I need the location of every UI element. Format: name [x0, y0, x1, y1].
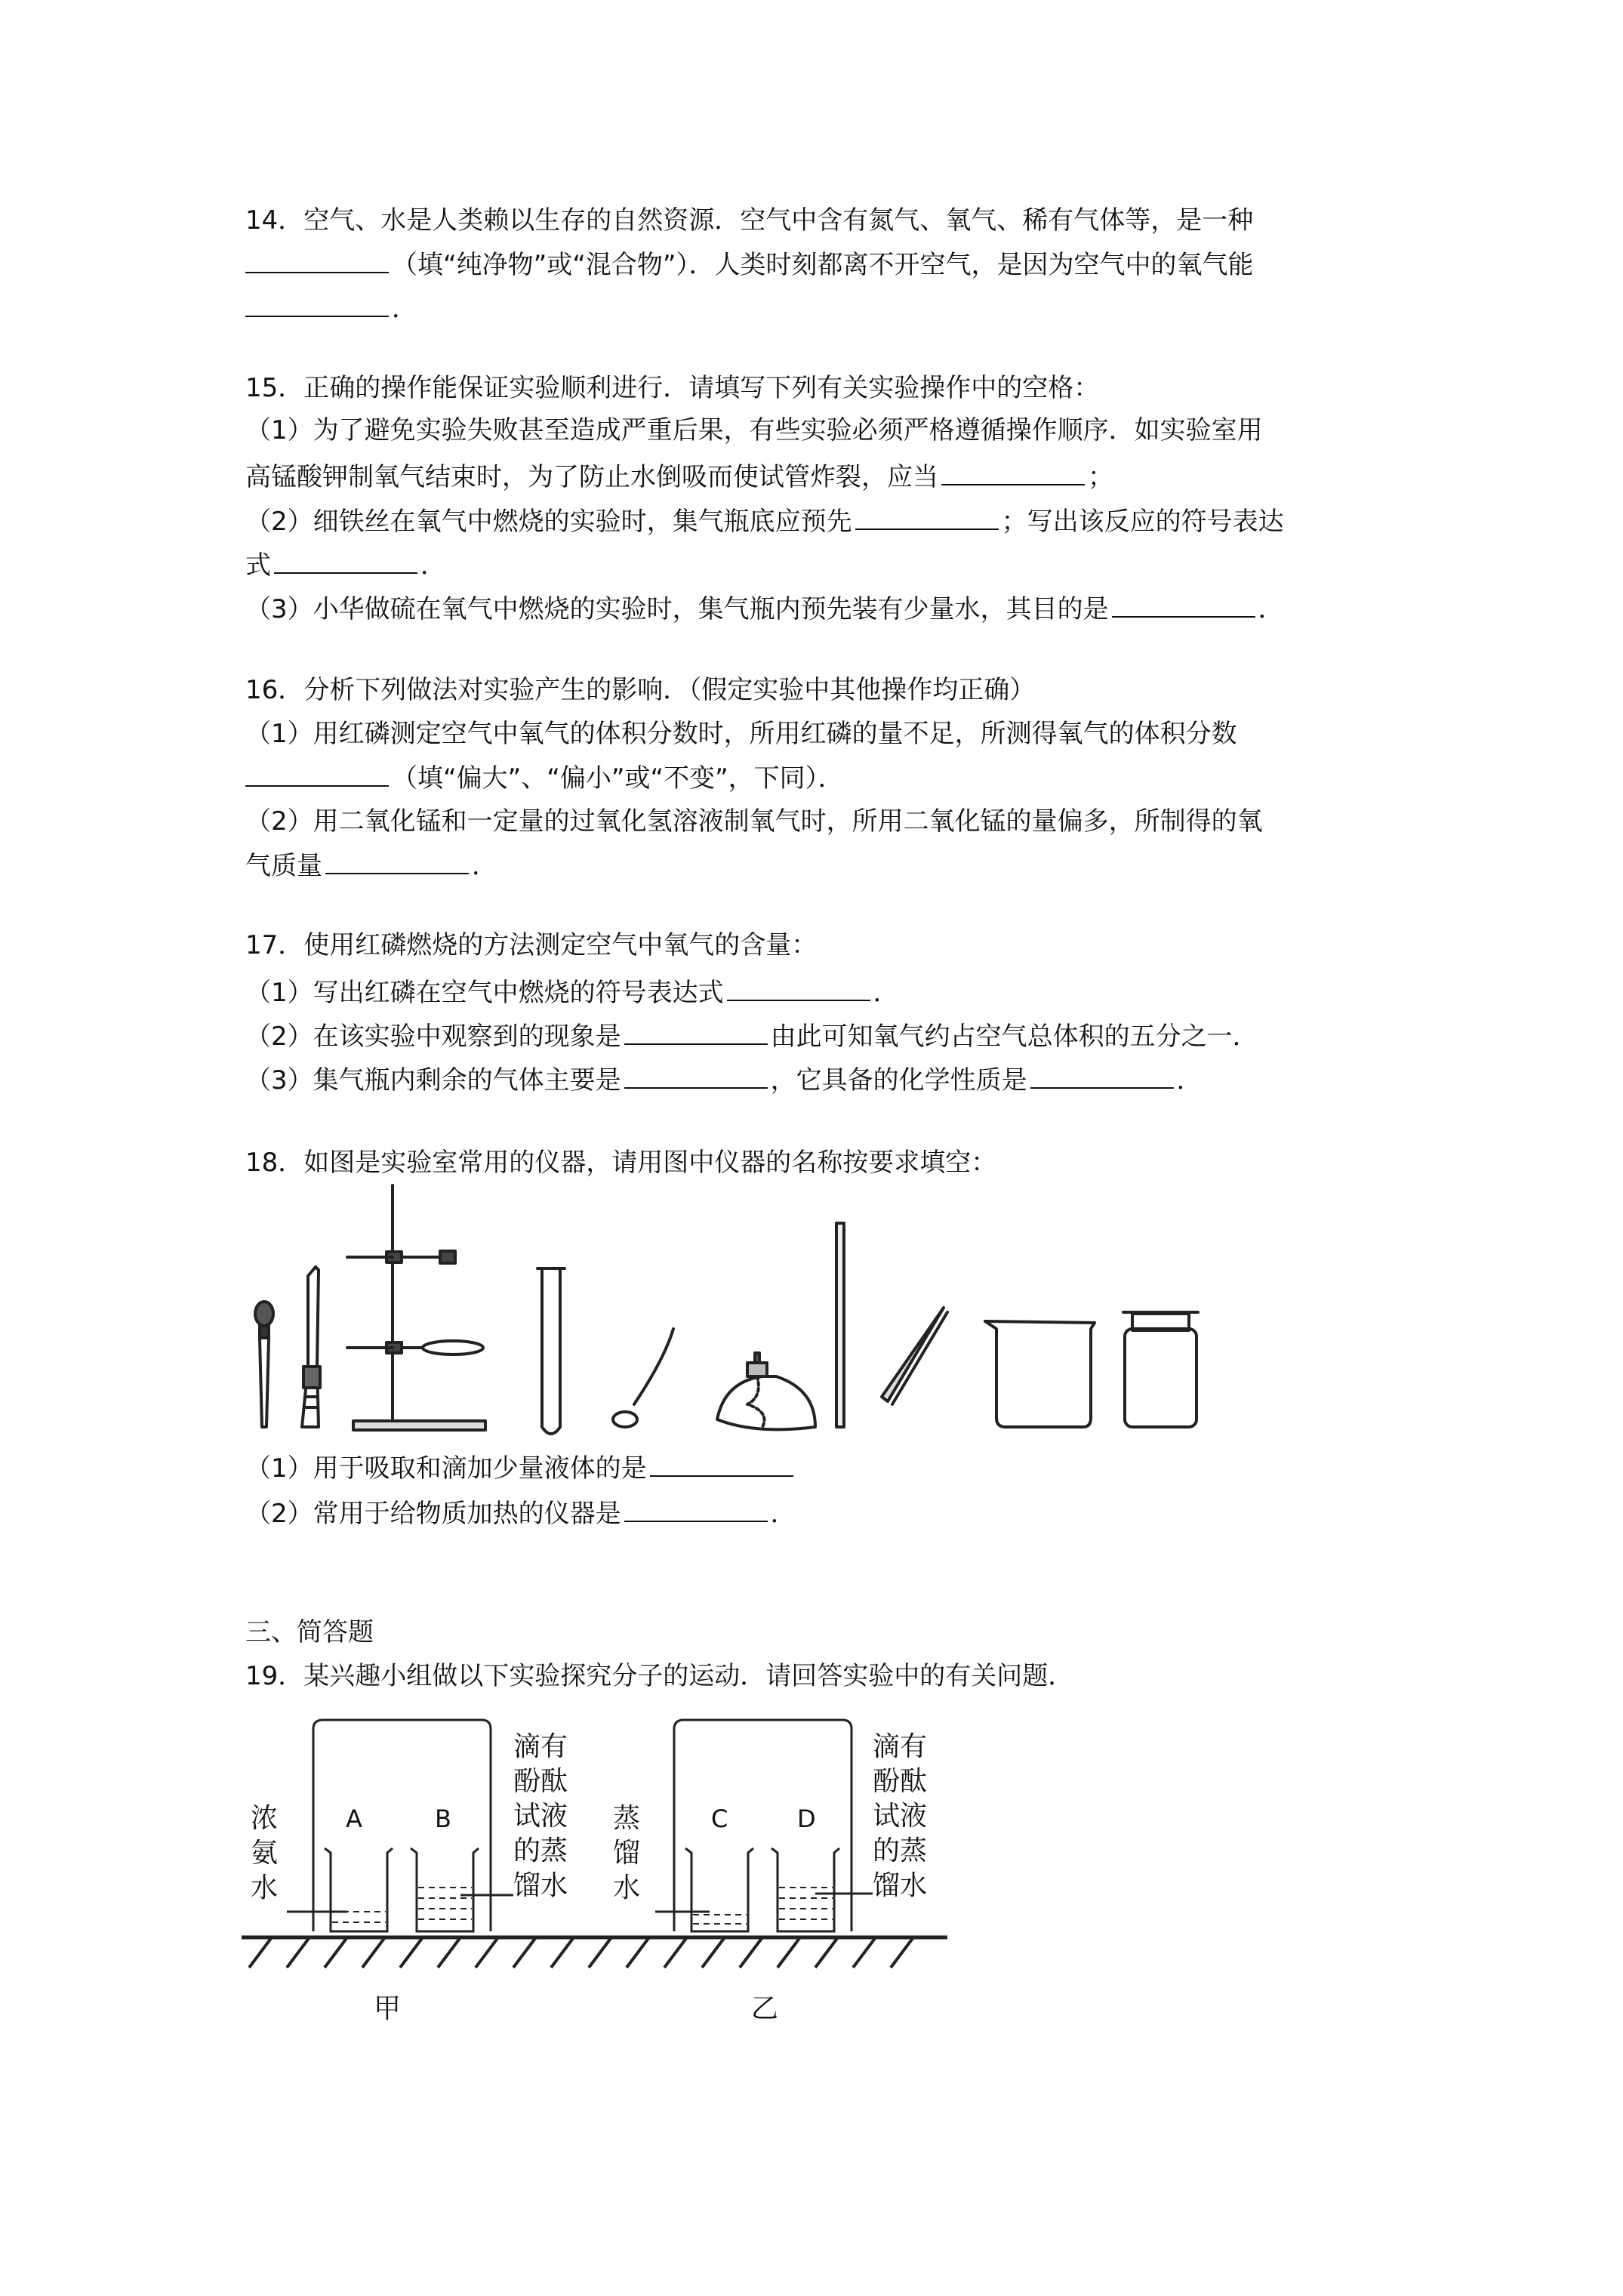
answer-blank[interactable] — [727, 969, 870, 1001]
q19-line-1: 19．某兴趣小组做以下实验探究分子的运动．请回答实验中的有关问题． — [245, 1661, 1074, 1691]
q14-line-3: ． — [245, 285, 417, 331]
right-liquid-text: 试液 — [873, 1801, 928, 1832]
answer-blank[interactable] — [245, 755, 389, 787]
q17-line-4: （3）集气瓶内剩余的气体主要是 ，它具备的化学性质是 ． — [245, 1057, 1203, 1103]
q17-line-2: （1）写出红磷在空气中燃烧的符号表达式 ． — [245, 969, 899, 1015]
test-tube-clamp-icon — [302, 1267, 320, 1427]
right-liquid-text: 酚酞 — [513, 1766, 568, 1797]
beaker-label: B — [435, 1804, 451, 1833]
q16-line-1: 16．分析下列做法对实验产生的影响．（假定实验中其他操作均正确） — [245, 675, 1036, 705]
answer-blank[interactable] — [274, 542, 417, 574]
q17-line-1: 17．使用红磷燃烧的方法测定空气中氧气的含量： — [245, 930, 818, 960]
q18-line-1: 18．如图是实验室常用的仪器，请用图中仪器的名称按要求填空： — [245, 1148, 997, 1178]
bell-jar — [674, 1720, 852, 1931]
caption-yi: 乙 — [751, 1993, 779, 2024]
q15-line-5: 式 ． — [245, 542, 446, 588]
answer-blank[interactable] — [624, 1057, 768, 1089]
right-liquid-text: 滴有 — [873, 1731, 928, 1762]
iron-stand-icon — [347, 1185, 485, 1430]
beaker-label: D — [797, 1804, 816, 1833]
q15-line-4: （2）细铁丝在氧气中燃烧的实验时，集气瓶底应预先 ；写出该反应的符号表达 — [245, 498, 1284, 544]
answer-blank[interactable] — [1030, 1057, 1174, 1089]
q15-line-3: 高锰酸钾制氧气结束时，为了防止水倒吸而使试管炸裂，应当 ； — [245, 454, 1113, 500]
right-liquid-text: 酚酞 — [873, 1766, 928, 1797]
left-liquid-text: 氨 — [251, 1838, 279, 1869]
q15-line-2: （1）为了避免实验失败甚至造成严重后果，有些实验必须严格遵循操作顺序．如实验室用 — [245, 415, 1263, 445]
q18-line-3: （2）常用于给物质加热的仪器是 ． — [245, 1490, 796, 1536]
right-liquid-text: 馏水 — [873, 1870, 928, 1901]
q15-line-1: 15．正确的操作能保证实验顺利进行．请填写下列有关实验操作中的空格： — [245, 373, 1100, 403]
beaker-label: C — [711, 1804, 728, 1833]
beaker-c — [685, 1848, 753, 1931]
beaker-a — [325, 1848, 393, 1931]
q16-line-5: 气质量 ． — [245, 843, 497, 889]
reagent-bottle-icon — [1123, 1312, 1198, 1427]
medicine-spoon-icon — [613, 1329, 673, 1427]
answer-blank[interactable] — [624, 1490, 768, 1522]
left-liquid-text: 水 — [251, 1872, 279, 1903]
alcohol-lamp-icon — [717, 1353, 815, 1429]
middle-liquid-text: 蒸 — [613, 1803, 641, 1834]
answer-blank[interactable] — [325, 843, 469, 874]
answer-blank[interactable] — [624, 1013, 768, 1045]
answer-blank[interactable] — [941, 454, 1085, 485]
middle-liquid-text: 馏 — [613, 1838, 641, 1869]
q15-line-6: （3）小华做硫在氧气中燃烧的实验时，集气瓶内预先装有少量水，其目的是 ． — [245, 586, 1284, 632]
answer-blank[interactable] — [1112, 586, 1255, 618]
right-liquid-text: 滴有 — [513, 1731, 568, 1762]
q16-line-2: （1）用红磷测定空气中氧气的体积分数时，所用红磷的量不足，所测得氧气的体积分数 — [245, 719, 1237, 749]
lab-equipment-figure — [242, 1178, 1215, 1450]
beaker-label: A — [346, 1804, 362, 1833]
right-liquid-text: 馏水 — [513, 1870, 568, 1901]
right-liquid-text: 的蒸 — [873, 1835, 928, 1866]
section-heading: 三、简答题 — [245, 1617, 374, 1647]
tweezers-icon — [882, 1308, 947, 1404]
test-tube-icon — [537, 1268, 565, 1434]
dropper-icon — [255, 1302, 273, 1427]
bell-jar — [313, 1720, 491, 1931]
q14-line-2: （填“纯净物”或“混合物”）．人类时刻都离不开空气，是因为空气中的氧气能 — [245, 242, 1253, 288]
q16-line-4: （2）用二氧化锰和一定量的过氧化氢溶液制氧气时，所用二氧化锰的量偏多，所制得的氧 — [245, 806, 1263, 837]
answer-blank[interactable] — [855, 498, 999, 530]
caption-jia: 甲 — [374, 1993, 402, 2024]
middle-liquid-text: 水 — [613, 1872, 641, 1903]
answer-blank[interactable] — [650, 1445, 793, 1477]
right-liquid-text: 试液 — [513, 1801, 568, 1832]
answer-blank[interactable] — [245, 242, 389, 273]
beaker-icon — [985, 1321, 1095, 1427]
right-liquid-text: 的蒸 — [513, 1835, 568, 1866]
glass-rod-icon — [836, 1223, 844, 1427]
q14-line-1: 14．空气、水是人类赖以生存的自然资源．空气中含有氮气、氧气、稀有气体等，是一种 — [245, 205, 1254, 236]
left-liquid-text: 浓 — [251, 1803, 279, 1834]
answer-blank[interactable] — [245, 285, 389, 317]
molecule-experiment-figure — [242, 1714, 966, 2031]
q16-line-3: （填“偏大”、“偏小”或“不变”，下同）． — [245, 755, 844, 801]
q17-line-3: （2）在该实验中观察到的现象是 由此可知氧气约占空气总体积的五分之一． — [245, 1013, 1258, 1059]
q18-line-2: （1）用于吸取和滴加少量液体的是 — [245, 1445, 796, 1491]
